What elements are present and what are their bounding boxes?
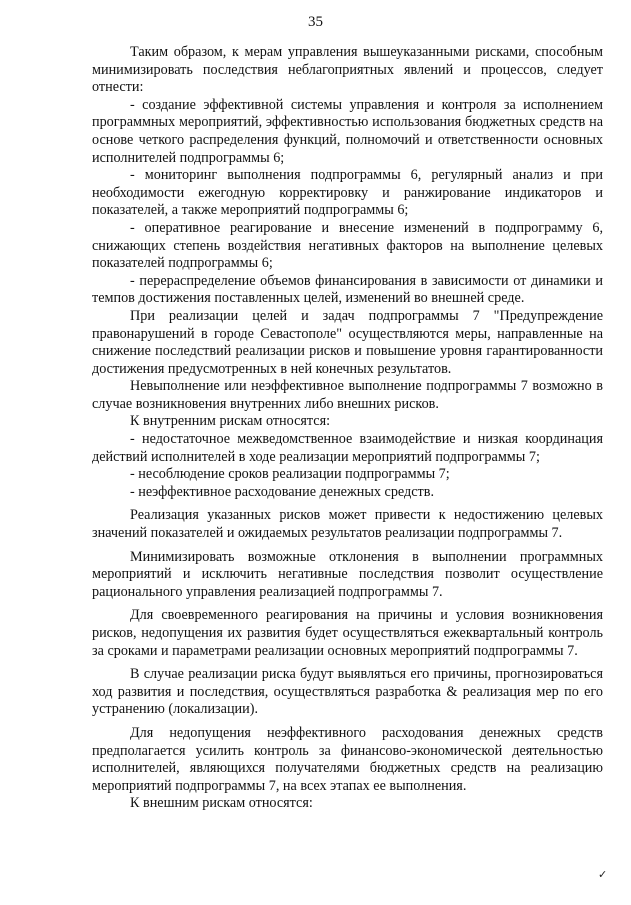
document-body [92, 44, 603, 813]
paragraph: Для своевременного реагирования на причины и условия возникновения рисков, недопущения их развития будет осуществляться ежеквартальный контроль за сроками и параметрами реализации основных мероприятий подпрограммы 7. [92, 607, 603, 659]
paragraph: При реализации целей и задач подпрограммы 7 "Предупреждение правонарушений в городе Севастополе" осуществляются меры, направленные на снижение последствий реализации рисков и повышение уровня гарантированности достижения предусмотренных в ней конечных результатов. [92, 307, 603, 377]
paragraph: - недостаточное межведомственное взаимодействие и низкая координация действий исполнителей в ходе реализации мероприятий подпрограммы 7; [92, 431, 603, 465]
paragraph: - создание эффективной системы управления и контроля за исполнением программных мероприятий, эффективностью использования бюджетных средств на основе четкого распределения функций, полномочий и ответственности основных исполнителей подпрограммы 6; [92, 96, 603, 166]
paragraph: К внешним рискам относятся: [130, 795, 313, 812]
page-number: 35 [308, 14, 323, 30]
paragraph: Невыполнение или неэффективное выполнение подпрограммы 7 возможно в случае возникновения внутренних либо внешних рисков. [92, 378, 603, 412]
paragraph: - оперативное реагирование и внесение изменений в подпрограмму 6, снижающих степень воздействия негативных факторов на выполнение целевых показателей подпрограммы 6; [92, 219, 603, 272]
paragraph: - неэффективное расходование денежных средств. [130, 483, 434, 500]
paragraph: Реализация указанных рисков может привести к недостижению целевых значений показателей и ожидаемых результатов реализации подпрограммы 7. [92, 507, 603, 542]
paragraph: - мониторинг выполнения подпрограммы 6, регулярный анализ и при необходимости ежегодную корректировку и ранжирование индикаторов и показателей, а также мероприятий подпрограммы 6; [92, 167, 603, 219]
paragraph: Для недопущения неэффективного расходования денежных средств предполагается усилить контроль за финансово-экономической деятельностью исполнителей, являющихся получателями бюджетных средств на реализацию мероприятий подпрограммы 7, на всех этапах ее выполнения. [92, 724, 603, 794]
paragraph: - несоблюдение сроков реализации подпрограммы 7; [130, 466, 450, 483]
paragraph: В случае реализации риска будут выявляться его причины, прогнозироваться ход развития и последствия, осуществляться разработка & реализация мер по его устранению (локализации). [92, 666, 603, 718]
paragraph: Таким образом, к мерам управления вышеуказанными рисками, способным минимизировать последствия неблагоприятных явлений и процессов, следует отнести: [92, 44, 603, 96]
paragraph: Минимизировать возможные отклонения в выполнении программных мероприятий и исключить негативные последствия позволит осуществление рационального управления реализацией подпрограммы 7. [92, 548, 603, 600]
scan-mark: ✓ [598, 869, 608, 881]
paragraph: К внутренним рискам относятся: [130, 413, 331, 430]
paragraph: - перераспределение объемов финансирования в зависимости от динамики и темпов достижения поставленных целей, изменений во внешней среде. [92, 272, 603, 307]
